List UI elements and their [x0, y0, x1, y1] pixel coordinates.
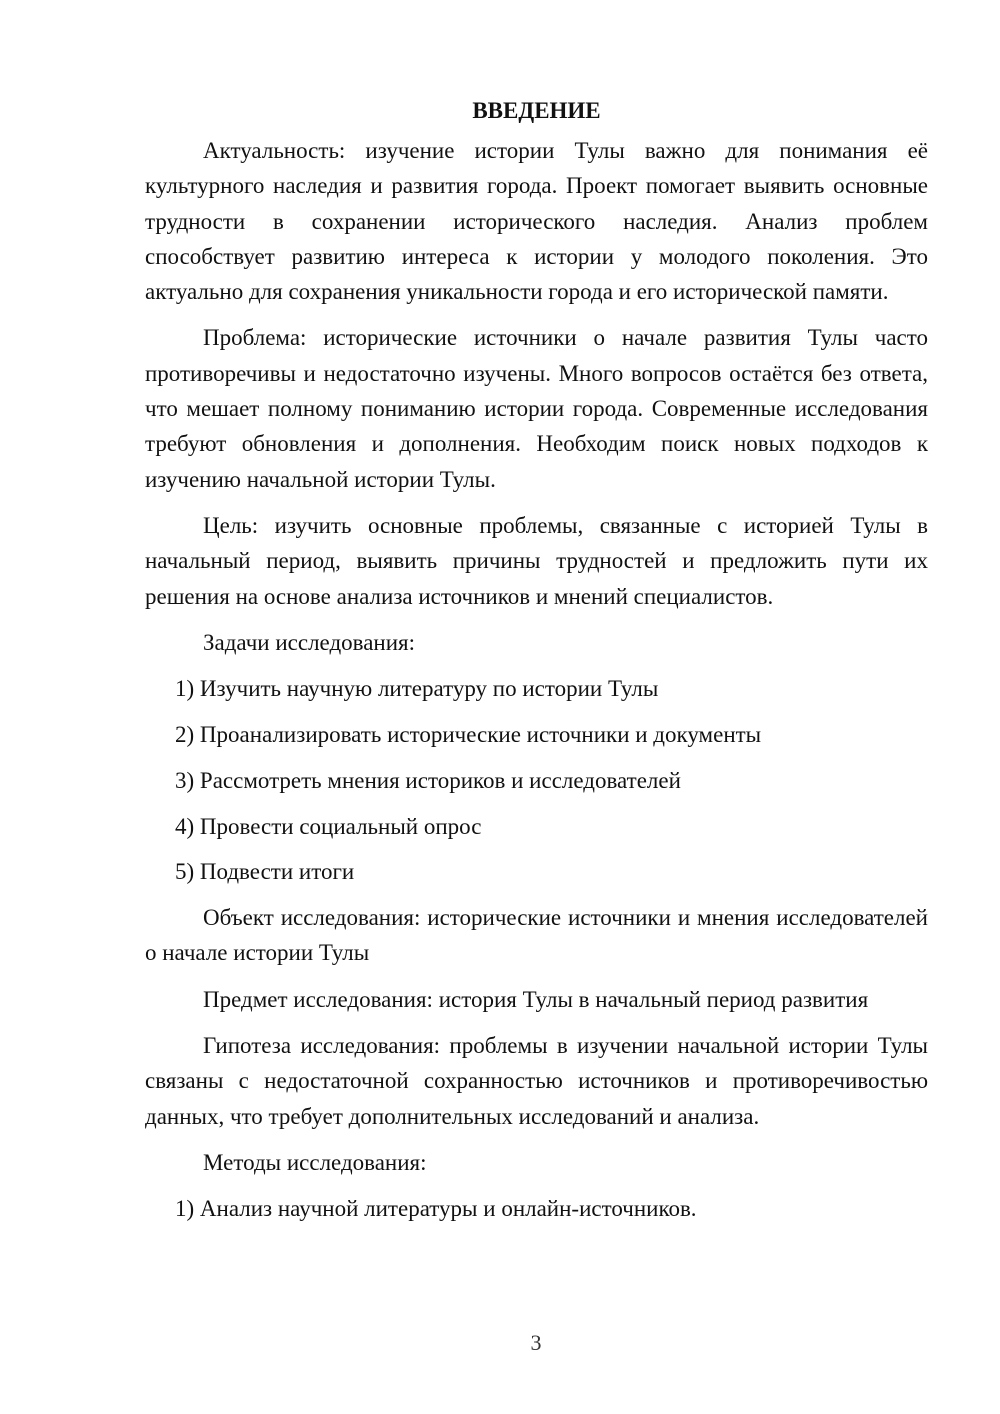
page-number: 3: [530, 1330, 542, 1355]
relevance-paragraph: Актуальность: изучение истории Тулы важно для понимания её культурного наследия и развития города. Проект помогает выявить основные трудности в сохранении исторического наследия. Анализ проблем способствует развитию интереса к истории у молодого поколения. Это актуально для сохранения уникальности города и его исторической памяти.: [145, 138, 928, 305]
goal-paragraph: Цель: изучить основные проблемы, связанные с историей Тулы в начальный период, выявить причины трудностей и предложить пути их решения на основе анализа источников и мнений специалистов.: [145, 512, 928, 609]
section-title: ВВЕДЕНИЕ: [472, 98, 601, 123]
task-item-5: 5) Подвести итоги: [175, 859, 355, 885]
object-paragraph: Объект исследования: исторические источники и мнения исследователей о начале истории Тулы: [145, 905, 928, 966]
document-page: [145, 93, 928, 1237]
subject-paragraph: Предмет исследования: история Тулы в начальный период развития: [203, 986, 869, 1012]
tasks-heading: Задачи исследования:: [203, 629, 416, 655]
problem-paragraph: Проблема: исторические источники о начале развития Тулы часто противоречивы и недостаточно изучены. Много вопросов остаётся без ответа, что мешает полному пониманию истории города. Современные исследования требуют обновления и дополнения. Необходим поиск новых подходов к изучению начальной истории Тулы.: [145, 325, 928, 492]
methods-heading: Методы исследования:: [203, 1149, 427, 1175]
task-item-4: 4) Провести социальный опрос: [175, 813, 482, 839]
task-item-2: 2) Проанализировать исторические источники и документы: [175, 721, 762, 747]
task-item-1: 1) Изучить научную литературу по истории Тулы: [175, 676, 659, 702]
method-item-1: 1) Анализ научной литературы и онлайн-источников.: [175, 1196, 697, 1222]
task-item-3: 3) Рассмотреть мнения историков и исследователей: [175, 767, 681, 793]
hypothesis-paragraph: Гипотеза исследования: проблемы в изучении начальной истории Тулы связаны с недостаточной сохранностью источников и противоречивостью данных, что требует дополнительных исследований и анализа.: [145, 1033, 928, 1129]
